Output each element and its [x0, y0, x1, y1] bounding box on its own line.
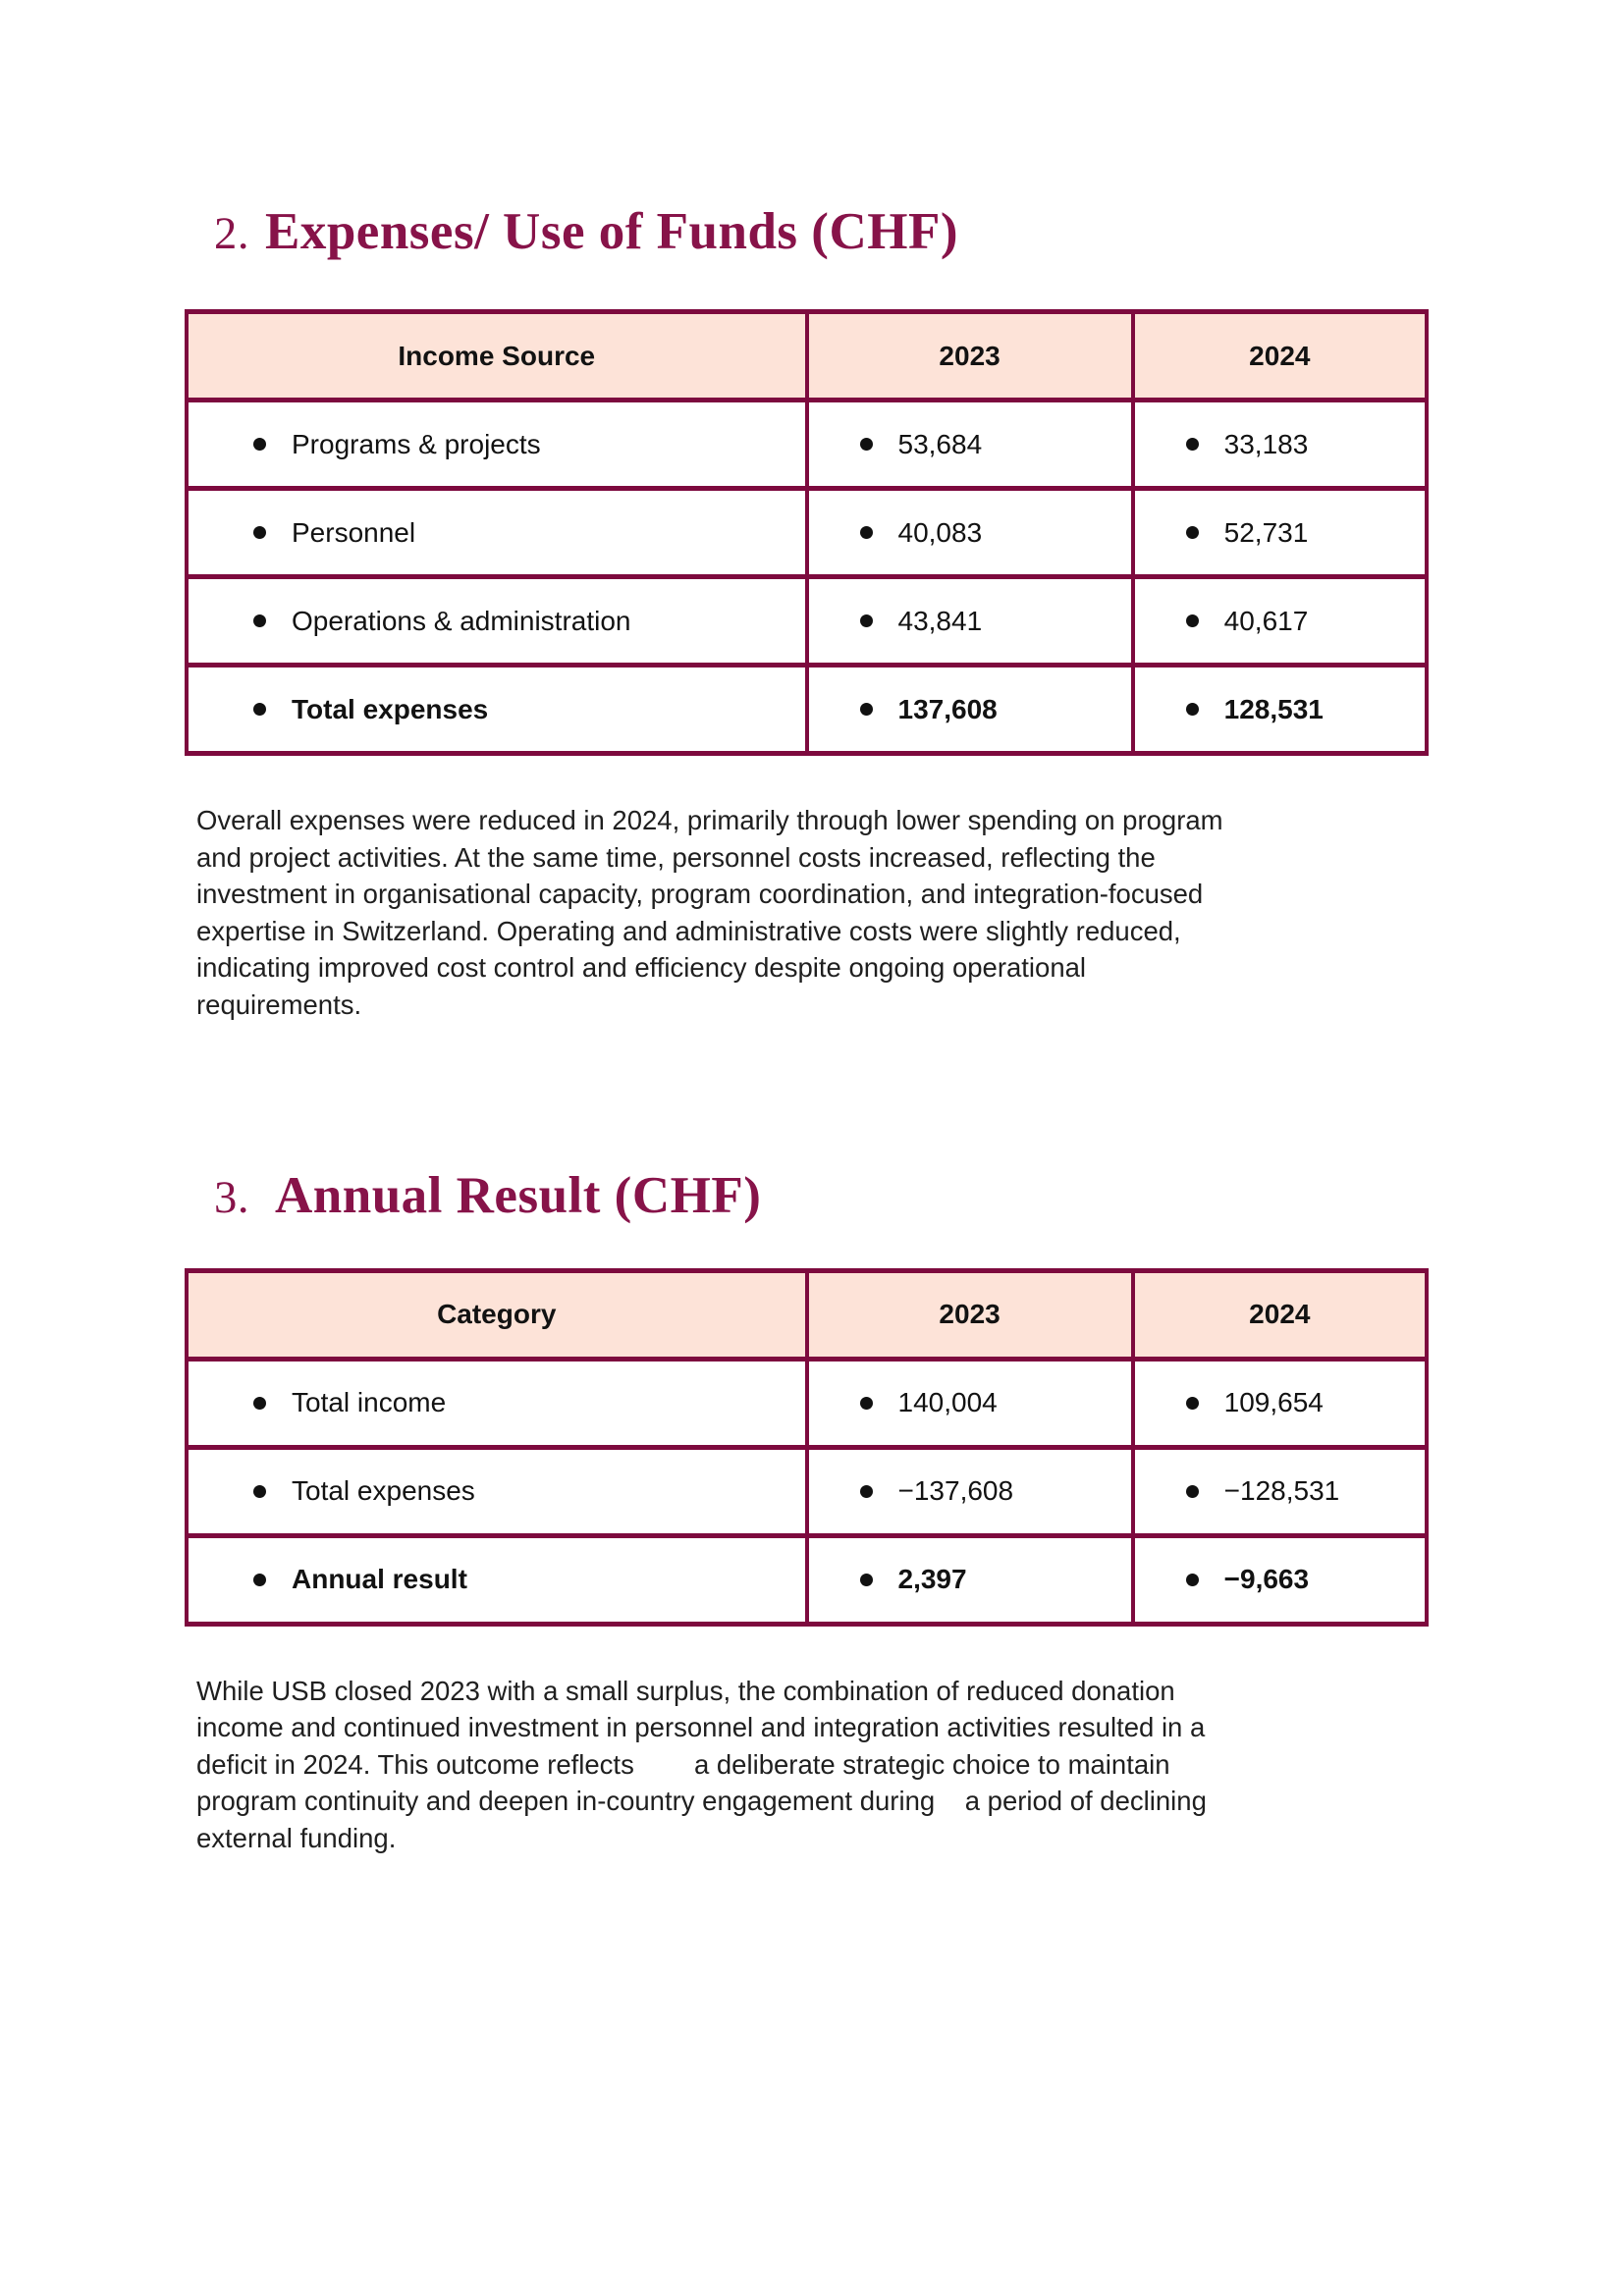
table-header-row	[187, 1270, 1427, 1359]
column-header: Category	[187, 1270, 807, 1359]
paragraph-line: expertise in Switzerland. Operating and administrative costs were slightly reduced,	[196, 915, 1181, 946]
cell-text: Total expenses	[292, 1475, 475, 1506]
paragraph-line: program continuity and deepen in-country engagement during a period of declining	[196, 1786, 1207, 1816]
bullet-icon	[860, 438, 873, 451]
paragraph-line: Overall expenses were reduced in 2024, primarily through lower spending on program	[196, 805, 1223, 836]
table-cell	[1133, 666, 1427, 754]
paragraph-line: requirements.	[196, 988, 362, 1020]
cell-text: Total income	[292, 1387, 447, 1417]
paragraph-line: external funding.	[196, 1822, 397, 1853]
cell-text: 43,841	[897, 605, 983, 636]
table-row	[187, 577, 1427, 666]
table-cell	[1133, 400, 1427, 489]
cell-text: 140,004	[897, 1387, 998, 1417]
table-cell	[1133, 1359, 1427, 1447]
section-heading-expenses	[214, 199, 1429, 264]
annual-result-table	[185, 1268, 1429, 1627]
heading-text: Annual Result (CHF)	[274, 1167, 762, 1225]
cell-text: 52,731	[1223, 516, 1309, 548]
bullet-icon	[860, 1574, 873, 1586]
table-cell	[1133, 577, 1427, 666]
table-cell	[187, 1359, 807, 1447]
table-row	[187, 1447, 1427, 1535]
bullet-icon	[1186, 614, 1199, 627]
cell-text: 53,684	[897, 428, 983, 459]
cell-text: Annual result	[292, 1564, 467, 1594]
bullet-icon	[860, 526, 873, 539]
cell-text: Programs & projects	[292, 428, 541, 459]
bullet-icon	[1186, 526, 1199, 539]
paragraph-line: income and continued investment in personnel and integration activities resulted in a	[196, 1712, 1206, 1742]
paragraph-line: and project activities. At the same time, personnel costs increased, reflecting the	[196, 841, 1156, 873]
bullet-icon	[860, 703, 873, 716]
cell-text: 40,083	[897, 516, 983, 548]
table-row	[187, 489, 1427, 577]
bullet-icon	[253, 614, 266, 627]
cell-text: 137,608	[897, 693, 998, 724]
bullet-icon	[253, 1574, 266, 1586]
table-row-total	[187, 1535, 1427, 1624]
bullet-icon	[1186, 438, 1199, 451]
cell-text: 40,617	[1223, 605, 1309, 636]
cell-text: 109,654	[1223, 1387, 1324, 1417]
annual-result-commentary	[196, 1673, 1429, 1857]
heading-number: 2.	[214, 208, 249, 259]
section-heading-annual-result	[214, 1163, 1429, 1228]
column-header: Income Source	[187, 312, 807, 400]
table-cell	[807, 489, 1133, 577]
table-cell	[187, 400, 807, 489]
table-cell	[187, 1447, 807, 1535]
column-header: 2023	[807, 312, 1133, 400]
column-header: 2024	[1133, 1270, 1427, 1359]
cell-text: −128,531	[1223, 1475, 1340, 1506]
paragraph-line: deficit in 2024. This outcome reflects a deliberate strategic choice to maintain	[196, 1748, 1170, 1780]
table-row-total	[187, 666, 1427, 754]
bullet-icon	[860, 1485, 873, 1498]
table-cell	[807, 1359, 1133, 1447]
cell-text: 33,183	[1223, 428, 1309, 459]
bullet-icon	[253, 1397, 266, 1410]
bullet-icon	[860, 1397, 873, 1410]
table-cell	[807, 1447, 1133, 1535]
table-cell	[807, 1535, 1133, 1624]
paragraph-line: investment in organisational capacity, program coordination, and integration-focused	[196, 879, 1204, 910]
table-cell	[187, 666, 807, 754]
expenses-commentary	[196, 802, 1429, 1023]
paragraph-line: While USB closed 2023 with a small surplus, the combination of reduced donation	[196, 1675, 1175, 1706]
cell-text: −137,608	[897, 1475, 1014, 1506]
bullet-icon	[860, 614, 873, 627]
column-header: 2024	[1133, 312, 1427, 400]
table-cell	[807, 666, 1133, 754]
bullet-icon	[1186, 1574, 1199, 1586]
table-cell	[807, 577, 1133, 666]
heading-number: 3.	[214, 1172, 249, 1224]
bullet-icon	[253, 1485, 266, 1498]
table-cell	[187, 1535, 807, 1624]
bullet-icon	[253, 438, 266, 451]
table-row	[187, 1359, 1427, 1447]
heading-text: Expenses/ Use of Funds (CHF)	[264, 203, 958, 260]
cell-text: Total expenses	[292, 693, 489, 724]
paragraph-line: indicating improved cost control and efficiency despite ongoing operational	[196, 952, 1087, 984]
table-cell	[1133, 489, 1427, 577]
bullet-icon	[253, 526, 266, 539]
table-cell	[187, 577, 807, 666]
bullet-icon	[1186, 1397, 1199, 1410]
bullet-icon	[1186, 703, 1199, 716]
cell-text: Personnel	[292, 516, 416, 548]
column-header: 2023	[807, 1270, 1133, 1359]
expenses-table	[185, 309, 1429, 756]
table-cell	[807, 400, 1133, 489]
table-row	[187, 400, 1427, 489]
bullet-icon	[253, 703, 266, 716]
cell-text: Operations & administration	[292, 605, 631, 636]
cell-text: −9,663	[1223, 1564, 1310, 1594]
table-cell	[187, 489, 807, 577]
table-cell	[1133, 1447, 1427, 1535]
table-header-row	[187, 312, 1427, 400]
cell-text: 128,531	[1223, 693, 1324, 724]
cell-text: 2,397	[897, 1564, 967, 1594]
table-cell	[1133, 1535, 1427, 1624]
bullet-icon	[1186, 1485, 1199, 1498]
